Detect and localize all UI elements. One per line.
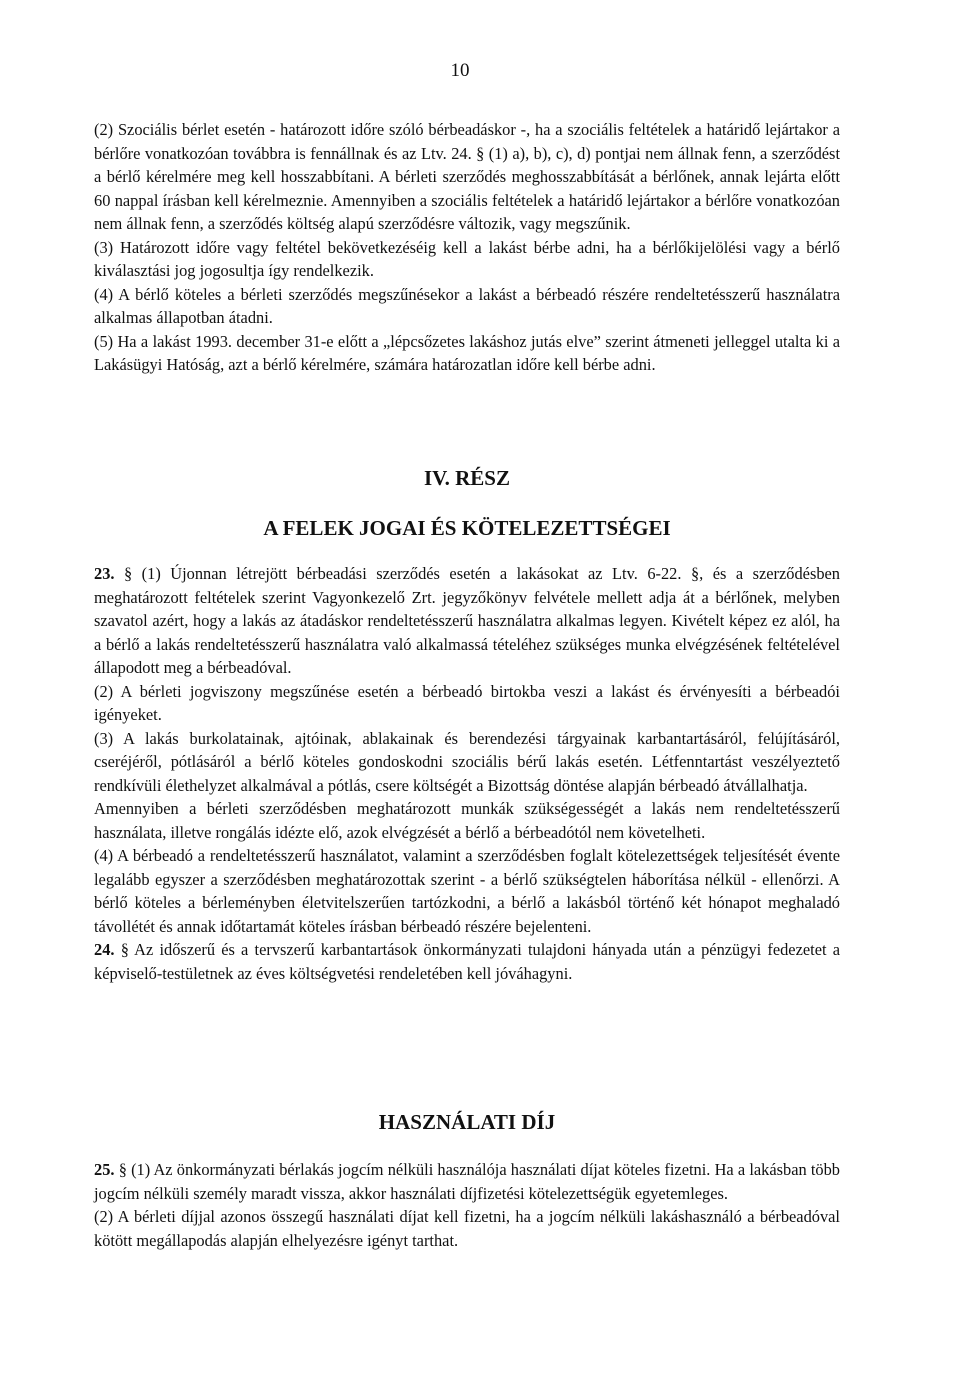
section-25 [94,1158,840,1252]
paragraph-25-1: 25. § (1) Az önkormányzati bérlakás jogcím nélküli használója használati díjat köteles fizetni. Ha a lakásban több jogcím nélküli személy maradt vissza, akkor használati díjfizetési kötelezettségük egyetemleges. [94,1160,840,1203]
section-number-24: 24. [94,940,115,959]
section-number-25: 25. [94,1160,115,1179]
part-title: IV. RÉSZ [424,466,510,490]
paragraph-23-4: (4) A bérbeadó a rendeltetésszerű használatot, valamint a szerződésben foglalt kötelezettségek teljesítését évente legalább egyszer a szerződésben meghatározottak szerint - a bérlő szükségtelen háborítása nélkül - ellenőrzi. A bérlő köteles a bérleményben életvitelszerűen tartózkodni, a bérlő a lakásból történő két hónapot meghaladó távollétét és annak időtartamát köteles írásban bérbeadó részére bejelenteni. [94,846,840,936]
part-subtitle: A FELEK JOGAI ÉS KÖTELEZETTSÉGEI [263,516,671,540]
paragraph-23-2: (2) A bérleti jogviszony megszűnése esetén a bérbeadó birtokba veszi a lakást és érvényesíti a bérbeadói igényeket. [94,681,840,724]
paragraph-23-3: (3) A lakás burkolatainak, ajtóinak, ablakainak és berendezési tárgyainak karbantartásáról, felújításáról, cseréjéről, pótlásáról a bérlő köteles gondoskodni szociális bérű lakás esetén. Létfenntartást veszélyeztető rendkívüli élethelyzet alkalmával a pótlás, csere költségét a Bizottság döntése alapján bérbeadó átvállalhatja. [94,728,840,795]
paragraph-23-3-cont: Amennyiben a bérleti szerződésben meghatározott munkák szükségességét a lakás nem rendeltetésszerű használata, illetve rongálás idézte elő, azok elvégzését a bérlő a bérbeadótól nem követelheti. [94,799,840,842]
page-number: 10 [450,60,470,81]
section-22-continuation [94,118,840,377]
paragraph-22-4: (4) A bérlő köteles a bérleti szerződés megszűnésekor a lakást a bérbeadó részére rendeltetésszerű használatra alkalmas állapotban átadni. [94,284,840,327]
section-number-23: 23. [94,564,115,583]
heading-usage-fee: HASZNÁLATI DÍJ [378,1110,556,1134]
paragraph-22-5: (5) Ha a lakást 1993. december 31-e előtt a „lépcsőzetes lakáshoz jutás elve” szerint átmeneti jelleggel utalta ki a Lakásügyi Hatóság, azt a bérlő kérelmére, számára határozatlan időre kell bérbe adni. [94,331,840,374]
paragraph-22-3: (3) Határozott időre vagy feltétel bekövetkezéséig kell a lakást bérbe adni, ha a bérlőkijelölési vagy a bérlő kiválasztási jog jogosultja így rendelkezik. [94,237,840,280]
section-23 [94,562,840,985]
paragraph-24: 24. § Az időszerű és a tervszerű karbantartások önkormányzati tulajdoni hányada után a pénzügyi fedezetet a képviselő-testületnek az éves költségvetési rendeletében kell jóváhagyni. [94,940,840,983]
paragraph-22-2: (2) Szociális bérlet esetén - határozott időre szóló bérbeadáskor -, ha a szociális feltételek a határidő lejártakor a bérlőre vonatkozóan továbbra is fennállnak és az Ltv. 24. § (1) a), b), c), d) pontjai nem állnak fenn, a szerződést a bérlő kérelmére meg kell hosszabbítani. A bérleti szerződés meghosszabbítását a bérlőnek, annak lejárta előtt 60 nappal írásban kell kérelmeznie. Amennyiben a szociális feltételek a határidő lejártakor a bérlőre vonatkozóan nem állnak fenn, a szerződés költség alapú szerződésre változik, vagy megszűnik. [94,120,840,233]
paragraph-25-2: (2) A bérleti díjjal azonos összegű használati díjat kell fizetni, ha a jogcím nélküli lakáshasználó a bérbeadóval kötött megállapodás alapján elhelyezésre igényt tarthat. [94,1207,840,1250]
paragraph-23-1: 23. § (1) Újonnan létrejött bérbeadási szerződés esetén a lakásokat az Ltv. 6-22. §, és a szerződésben meghatározott feltételek szerint Vagyonkezelő Zrt. jegyzőkönyv felvétele mellett adja át a bérlőnek, melyben szavatol azért, hogy a lakás az átadáskor rendeltetésszerű használatra alkalmas legyen. Kivételt képez ez alól, ha a bérlő a lakás rendeltetésszerű használatra való alkalmassá tételéhez szükséges munka elvégzésének feltételével állapodott meg a bérbeadóval. [94,564,840,677]
